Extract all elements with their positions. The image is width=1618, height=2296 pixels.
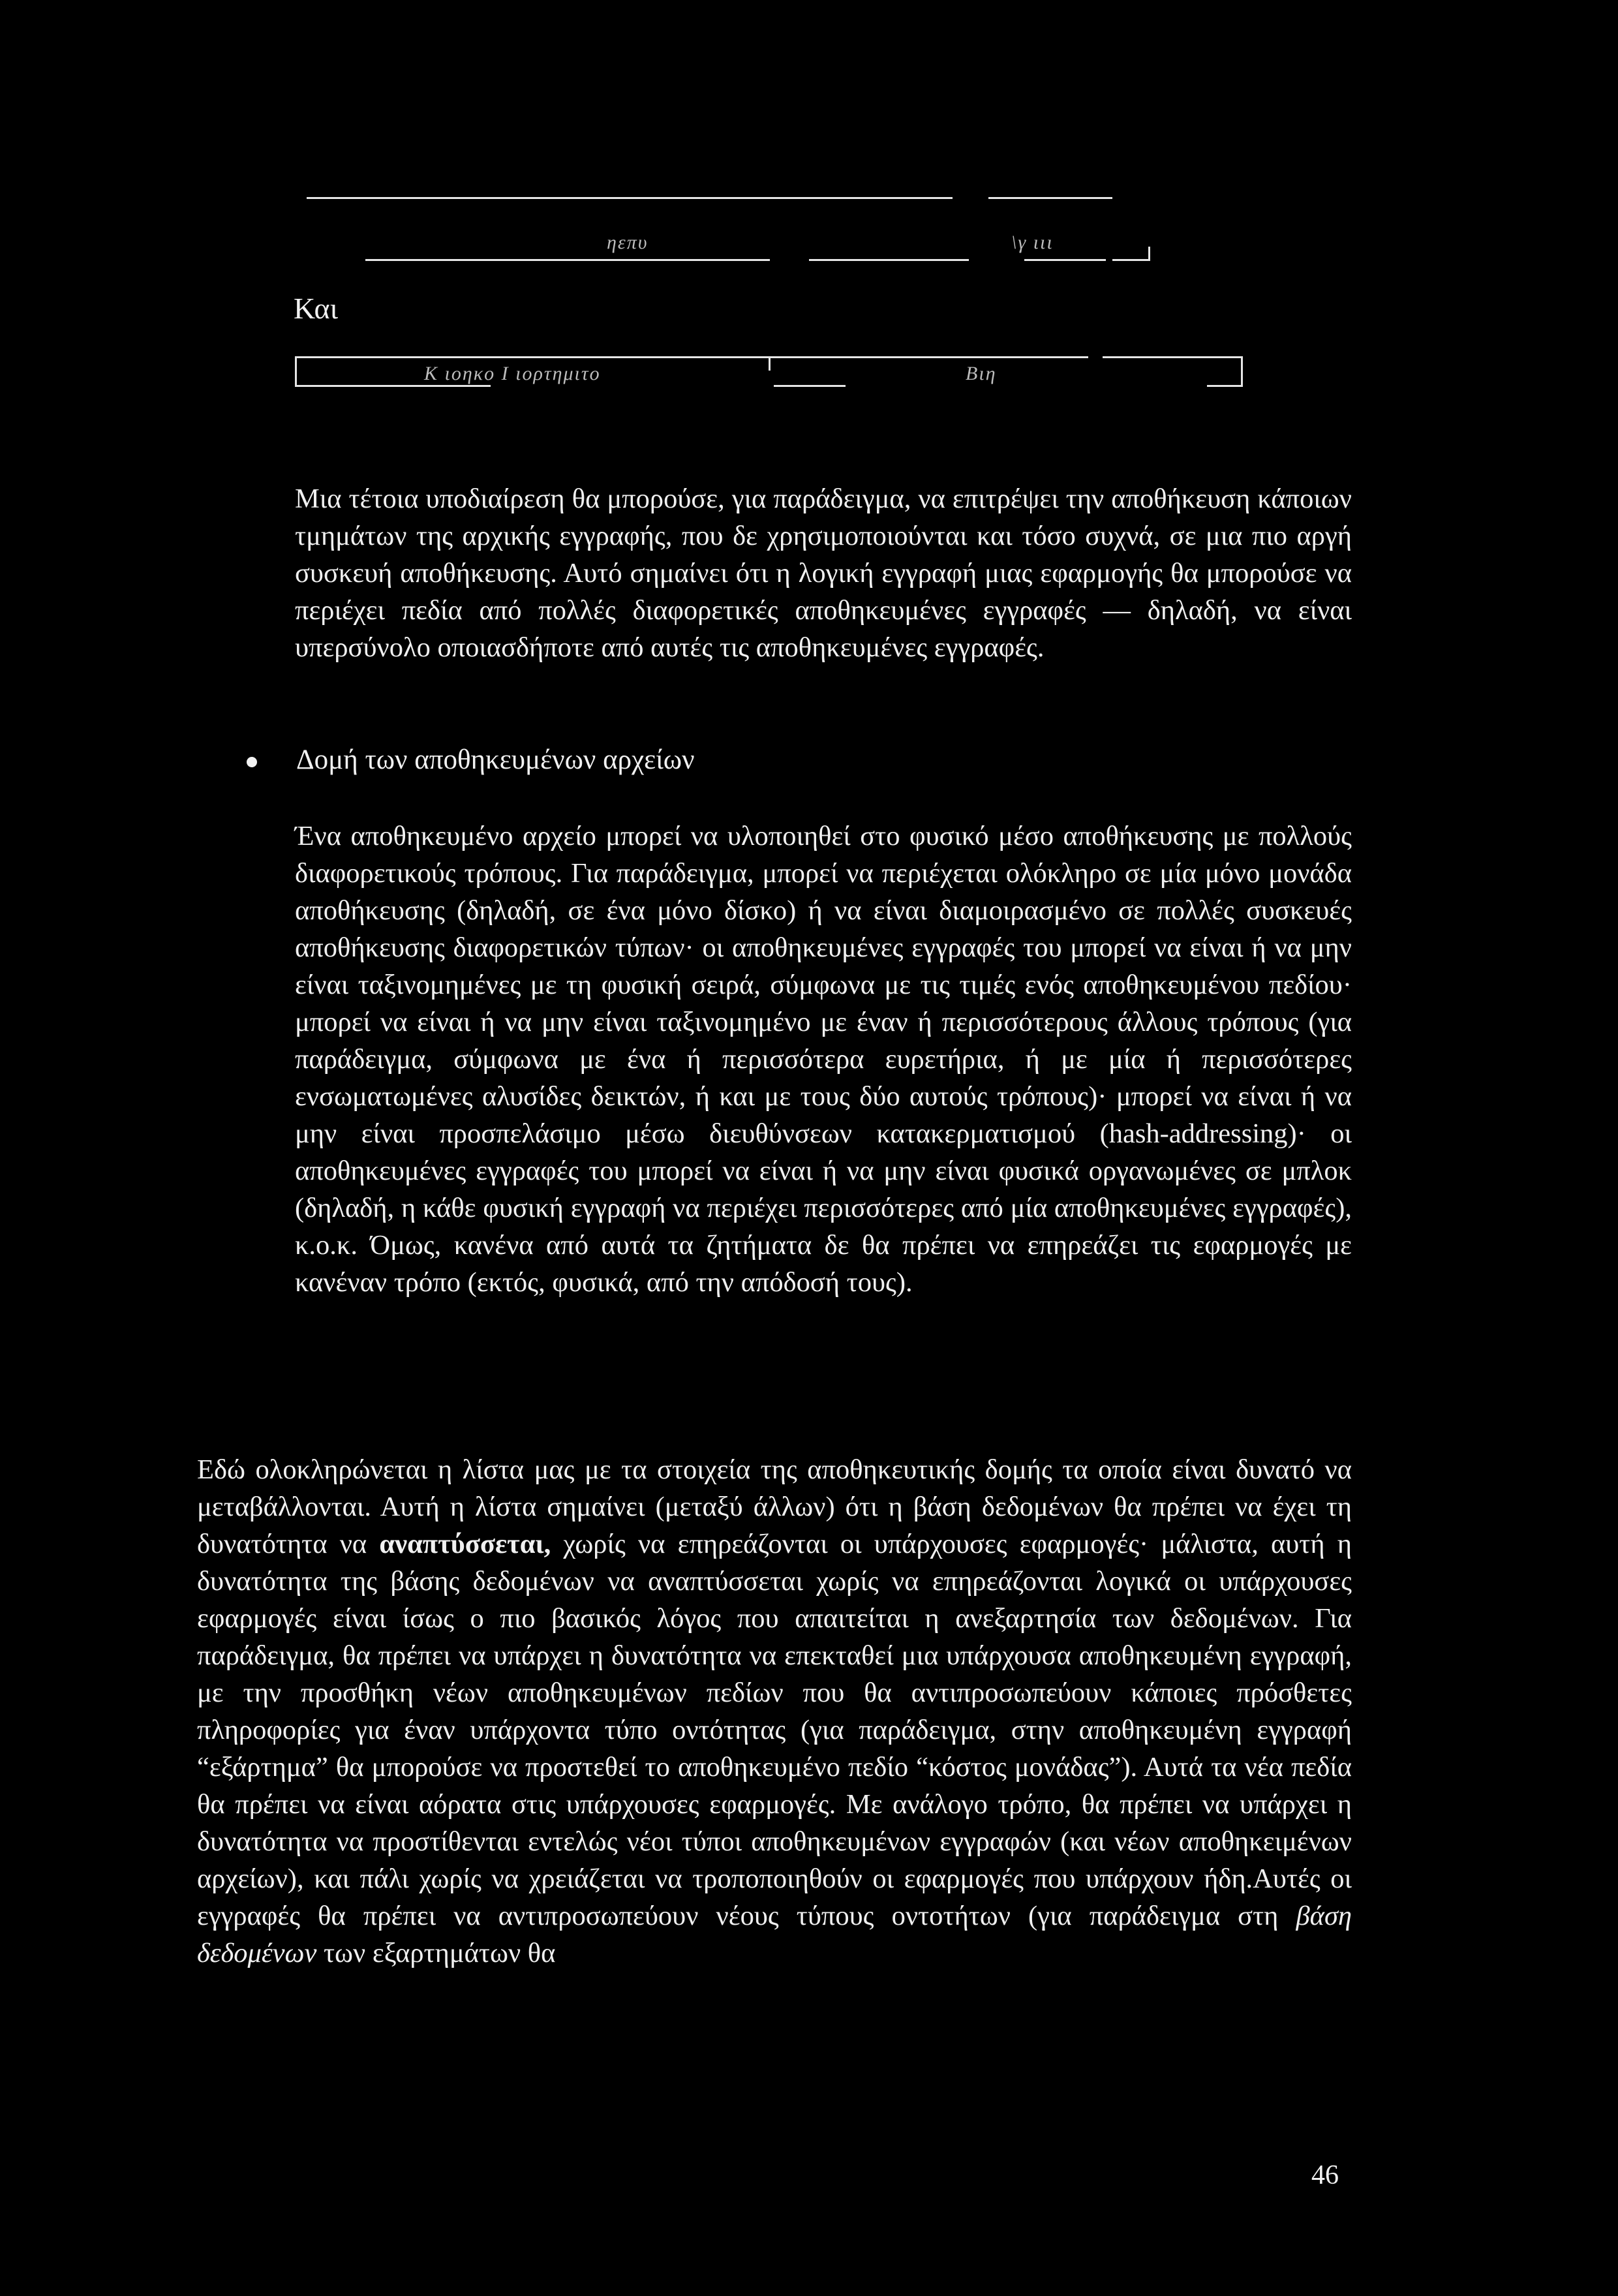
- bold-text: αναπτύσσεται,: [379, 1529, 551, 1559]
- paragraph-stored-file-structure: Ένα αποθηκευμένο αρχείο μπορεί να υλοποιηθεί στο φυσικό μέσο αποθήκευσης με πολλούς διαφορετικούς τρόπους. Για παράδειγμα, μπορεί να περιέχεται ολόκληρο σε μία μόνο μονάδα αποθήκευσης (δηλαδή, σε ένα μόνο δίσκο) ή να είναι διαμοιρασμένο σε πολλές συσκευές αποθήκευσης διαφορετικών τύπων· οι αποθηκευμένες εγγραφές του μπορεί να είναι ή να μην είναι ταξινομημένες με τη φυσική σειρά, σύμφωνα με τις τιμές ενός αποθηκευμένου πεδίου· μπορεί να είναι ή να μην είναι ταξινομημένο με έναν ή περισσότερους άλλους τρόπους (για παράδειγμα, σύμφωνα με ένα ή περισσότερα ευρετήρια, ή με μία ή περισσότερες ενσωματωμένες αλυσίδες δεικτών, ή και με τους δύο αυτούς τρόπους)· μπορεί να είναι ή να μην είναι προσπελάσιμο μέσω διευθύνσεων κατακερματισμού (hash-addressing)· οι αποθηκευμένες εγγραφές του μπορεί να είναι ή να μην είναι φυσικά οργανωμένες σε μπλοκ (δηλαδή, η κάθε φυσική εγγραφή να περιέχει περισσότερες από μία αποθηκευμένες εγγραφές), κ.ο.κ. Όμως, κανένα από αυτά τα ζητήματα δε θα πρέπει να επηρεάζει τις εφαρμογές με κανέναν τρόπο (εκτός, φυσικά, από την απόδοσή τους).: [295, 821, 1352, 1298]
- diagram-rule: [1024, 259, 1106, 261]
- faint-field-label: Κ ιοηκο Ι ιορτημιτο: [424, 363, 601, 384]
- italic-text: βάση δεδομένων: [197, 1901, 1352, 1968]
- diagram-rule: [1112, 259, 1148, 261]
- diagram-rule: [809, 259, 969, 261]
- faint-field-label: \γ ιιι: [1011, 232, 1054, 253]
- page-number: 46: [1311, 2160, 1339, 2190]
- faint-field-label: Βιη: [966, 363, 997, 384]
- bullet-heading: Δομή των αποθηκευμένων αρχείων: [296, 744, 695, 775]
- diagram-tick: [769, 356, 771, 371]
- paragraph-database-growth: [197, 1451, 1352, 1972]
- diagram-rule: [1103, 356, 1243, 358]
- diagram-tick: [295, 356, 297, 386]
- faint-field-label: ηεπυ: [607, 232, 649, 253]
- paragraph-record-subdivision: Μια τέτοια υποδιαίρεση θα μπορούσε, για παράδειγμα, να επιτρέψει την αποθήκευση κάποιων τμημάτων της αρχικής εγγραφής, που δε χρησιμοποιούνται και τόσο συχνά, σε μια πιο αργή συσκευή αποθήκευσης. Αυτό σημαίνει ότι η λογική εγγραφή μιας εφαρμογής θα μπορούσε να περιέχει πεδία από πολλές διαφορετικές αποθηκευμένες εγγραφές — δηλαδή, να είναι υπερσύνολο οποιασδήποτε από αυτές τις αποθηκευμένες εγγραφές.: [295, 483, 1352, 663]
- diagram-rule: [988, 197, 1112, 199]
- diagram-tick: [1241, 356, 1243, 386]
- diagram-rule: [774, 385, 846, 387]
- text-run: των εξαρτημάτων θα: [316, 1938, 556, 1968]
- and-label: Και: [294, 292, 338, 325]
- diagram-rule: [295, 385, 491, 387]
- diagram-rule: [769, 356, 1088, 358]
- diagram-tick: [1148, 247, 1150, 261]
- diagram-rule: [365, 259, 770, 261]
- diagram-rule: [1207, 385, 1243, 387]
- text-run: Εδώ ολοκληρώνεται η λίστα μας με τα στοιχεία της αποθηκευτικής δομής τα οποία είναι δυνατό να μεταβάλλονται. Αυτή η λίστα σημαίνει (μεταξύ άλλων) ότι η βάση δεδομένων θα πρέπει να έχει τη δυνατότητα να: [197, 1454, 1352, 1559]
- bullet-dot-icon: [247, 757, 257, 767]
- text-run: χωρίς να επηρεάζονται οι υπάρχουσες εφαρμογές· μάλιστα, αυτή η δυνατότητα της βάσης δεδομένων να αναπτύσσεται χωρίς να επηρεάζονται λογικά οι υπάρχουσες εφαρμογές είναι ίσως ο πιο βασικός λόγος που απαιτείται η ανεξαρτησία των δεδομένων. Για παράδειγμα, θα πρέπει να υπάρχει η δυνατότητα να επεκταθεί μια υπάρχουσα αποθηκευμένη εγγραφή, με την προσθήκη νέων αποθηκευμένων πεδίων που θα αντιπροσωπεύουν κάποιες πρόσθετες πληροφορίες για έναν υπάρχοντα τύπο οντότητας (για παράδειγμα, στην αποθηκευμένη εγγραφή “εξάρτημα” θα μπορούσε να προστεθεί το αποθηκευμένο πεδίο “κόστος μονάδας”). Αυτά τα νέα πεδία θα πρέπει να είναι αόρατα στις υπάρχουσες εφαρμογές. Με ανάλογο τρόπο, θα πρέπει να υπάρχει η δυνατότητα να προστίθενται εντελώς νέοι τύποι αποθηκευμένων εγγραφών (και νέων αποθηκειμένων αρχείων), και πάλι χωρίς να χρειάζεται να τροποποιηθούν οι εφαρμογές που υπάρχουν ήδη.Αυτές οι εγγραφές θα πρέπει να αντιπροσωπεύουν νέους τύπους οντοτήτων (για παράδειγμα στη: [197, 1529, 1352, 1931]
- diagram-rule: [307, 197, 953, 199]
- diagram-rule: [295, 356, 778, 358]
